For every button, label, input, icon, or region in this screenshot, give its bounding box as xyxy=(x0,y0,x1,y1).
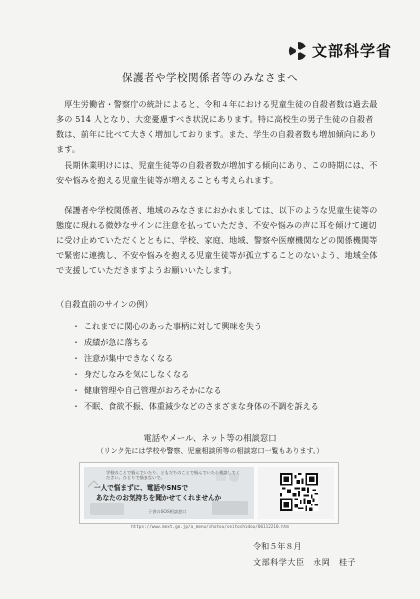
bullet: ・ xyxy=(72,369,81,379)
list-item-text: 成績が急に落ちる xyxy=(84,337,149,347)
qr-code-icon[interactable] xyxy=(280,473,318,511)
bullet: ・ xyxy=(72,401,81,411)
list-item xyxy=(72,318,319,334)
list-item-text: 注意が集中できなくなる xyxy=(84,353,174,363)
bullet: ・ xyxy=(72,385,81,395)
signs-heading: （自殺直前のサインの例） xyxy=(56,299,153,309)
banner-footer: 子供のSOS相談窓口 xyxy=(148,509,187,514)
paragraph-holiday-end: 長期休業明けには、児童生徒等の自殺者数が増加する傾向にあり、この時期には、不安や悩みを抱える児童生徒等が増えることも考えられます。 xyxy=(56,160,378,185)
consult-banner[interactable] xyxy=(79,462,339,524)
list-item-text: 健康管理や自己管理がおろそかになる xyxy=(84,385,222,395)
banner-small-text: 学校のことで悩んでいたり、ともだちのことで悩んでいたら相談してください。ひとりで悩まないで。 xyxy=(106,470,241,480)
bullet: ・ xyxy=(72,353,81,363)
bullet: ・ xyxy=(72,337,81,347)
list-item xyxy=(72,398,319,414)
list-item-text: これまでに関心のあった事柄に対して興味を失う xyxy=(84,321,262,331)
consult-url-link[interactable]: https://www.mext.go.jp/a_menu/shotou/seitoshidou/06112210.htm xyxy=(131,525,289,530)
ministry-name: 文部科学省 xyxy=(311,42,392,60)
signer-name: 文部科学大臣 永岡 桂子 xyxy=(253,557,357,567)
banner-headline-1: 一人で悩まずに、電話やSNSで xyxy=(94,484,189,492)
banner-image[interactable] xyxy=(84,467,254,519)
signs-list xyxy=(72,318,319,414)
list-item-text: 不眠、食欲不振、体重減少などのさまざまな身体の不調を訴える xyxy=(84,401,319,411)
bullet: ・ xyxy=(72,321,81,331)
list-item-text: 身だしなみを気にしなくなる xyxy=(84,369,190,379)
list-item xyxy=(72,334,319,350)
mext-emblem-icon xyxy=(288,41,308,61)
issue-date: 令和５年８月 xyxy=(253,541,302,551)
ministry-logo xyxy=(288,40,392,61)
list-item xyxy=(72,382,319,398)
paragraph-statistics: 厚生労働省・警察庁の統計によると、令和４年における児童生徒の自殺者数は過去最多の 514 人となり、大変憂慮すべき状況にあります。特に高校生の男子生徒の自殺者数は、前年に比べて大きく増加しております。また、学生の自殺者数も増加傾向にあります。 xyxy=(56,99,378,154)
list-item xyxy=(72,366,319,382)
paragraph-request: 保護者や学校関係者、地域のみなさまにおかれましては、以下のような児童生徒等の態度に現れる微妙なサインに注意を払っていただき、不安や悩みの声に耳を傾けて適切に受け止めていただくとともに、学校、家庭、地域、警察や医療機関などの関係機関等で緊密に連携し、不安や悩みを抱える児童生徒等が孤立することのないよう、地域全体で支援していただきますようお願いいたします。 xyxy=(56,205,378,275)
qr-panel[interactable] xyxy=(258,467,334,519)
consult-title: 電話やメール、ネット等の相談窓口 xyxy=(143,433,277,443)
list-item xyxy=(72,350,319,366)
page-title: 保護者や学校関係者等のみなさまへ xyxy=(122,72,298,84)
banner-headline-2: あなたのお気持ちを聞かせてくれませんか xyxy=(96,494,222,502)
consult-subtitle: （リンク先には学校や警察、児童相談所等の相談窓口一覧もあります。） xyxy=(96,447,324,455)
